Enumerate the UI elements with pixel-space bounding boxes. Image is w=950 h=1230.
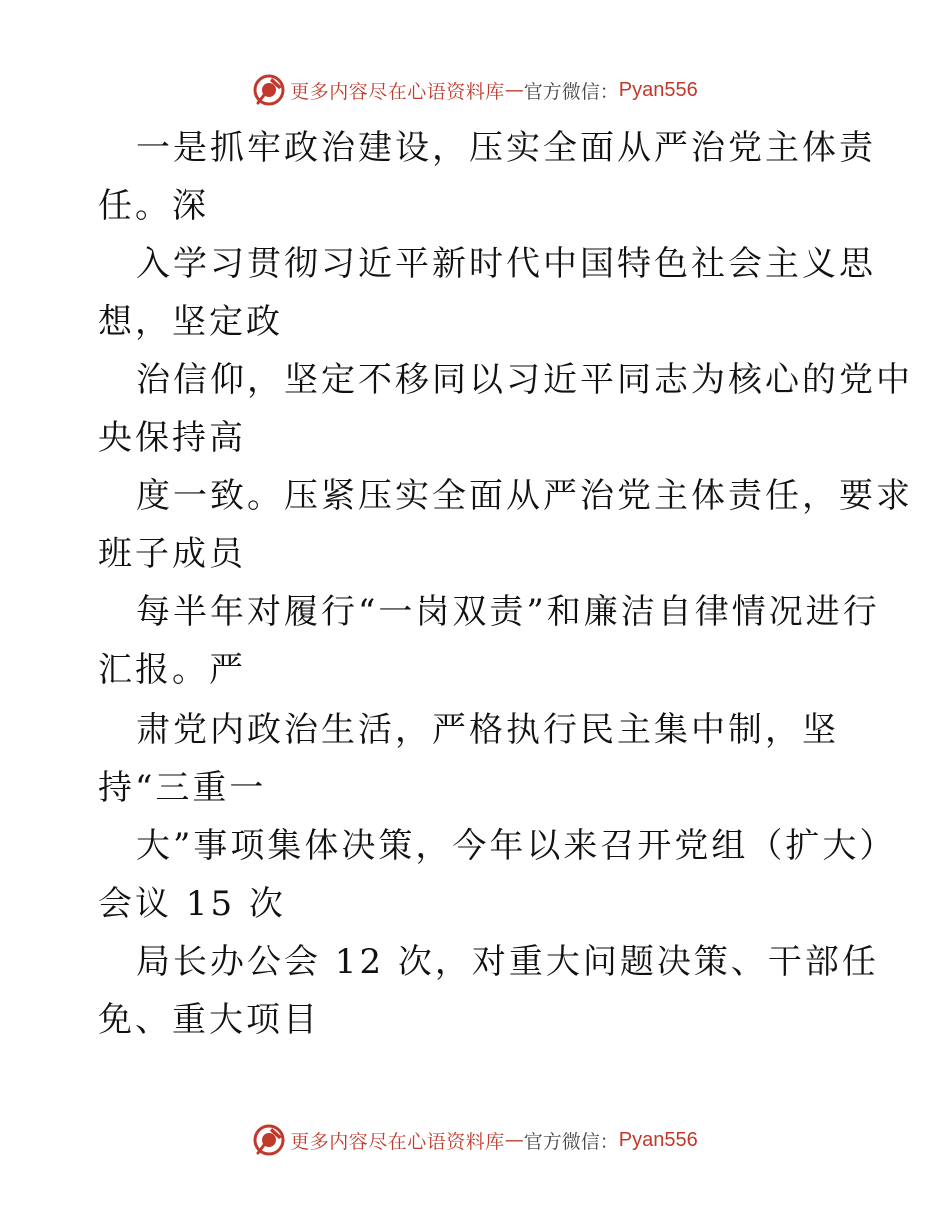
red-seal-logo-icon xyxy=(252,73,286,107)
body-line: 任。深 xyxy=(98,186,209,226)
red-seal-logo-icon xyxy=(252,1123,286,1157)
footer-wechat-id: Pyan556 xyxy=(618,1128,698,1151)
header-wechat-label: 官方微信： xyxy=(523,80,619,103)
body-line: 免、重大项目 xyxy=(98,1000,320,1040)
body-line: 班子成员 xyxy=(98,534,246,574)
body-line: 度一致。压紧压实全面从严治党主体责任，要求 xyxy=(136,476,913,516)
footer-separator: — xyxy=(504,1129,524,1151)
body-line: 一是抓牢政治建设，压实全面从严治党主体责 xyxy=(136,128,876,168)
header-wechat-id: Pyan556 xyxy=(618,78,698,101)
body-line: 局长办公会 12 次，对重大问题决策、干部任 xyxy=(136,942,879,982)
header-separator: — xyxy=(504,79,524,101)
body-line: 每半年对履行“一岗双责”和廉洁自律情况进行 xyxy=(136,592,880,632)
body-line: 央保持高 xyxy=(98,418,246,458)
body-line: 汇报。严 xyxy=(98,650,246,690)
body-line: 持“三重一 xyxy=(98,768,267,808)
footer-wechat-label: 官方微信： xyxy=(523,1130,619,1153)
footer-site-text: 更多内容尽在心语资料库 xyxy=(290,1130,505,1153)
footer-banner xyxy=(0,1120,950,1160)
body-line: 会议 15 次 xyxy=(98,884,286,924)
body-line: 大”事项集体决策，今年以来召开党组（扩大） xyxy=(136,826,897,866)
body-line: 肃党内政治生活，严格执行民主集中制，坚 xyxy=(136,710,839,750)
header-banner xyxy=(0,70,950,110)
body-line: 想，坚定政 xyxy=(98,302,283,342)
body-line: 治信仰，坚定不移同以习近平同志为核心的党中 xyxy=(136,360,913,400)
header-site-text: 更多内容尽在心语资料库 xyxy=(290,80,505,103)
body-line: 入学习贯彻习近平新时代中国特色社会主义思 xyxy=(136,244,876,284)
